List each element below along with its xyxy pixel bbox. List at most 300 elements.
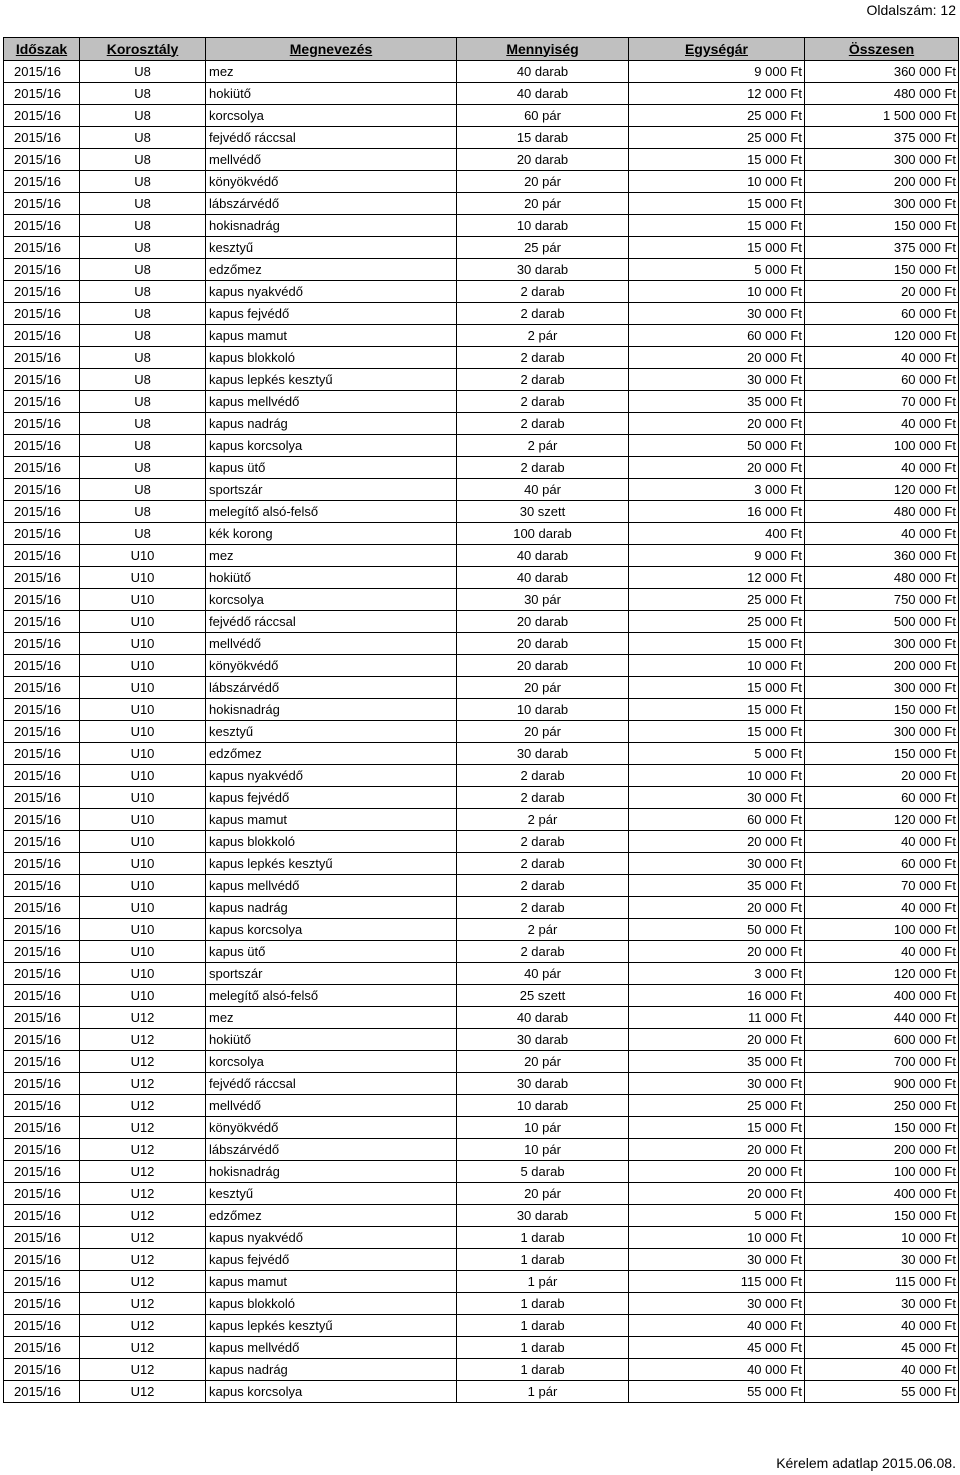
age-group-cell: U12 — [80, 1117, 206, 1139]
unit-price-cell: 20 000 Ft — [629, 1139, 805, 1161]
period-cell: 2015/16 — [4, 963, 80, 985]
table-row — [4, 611, 959, 633]
age-group-cell: U12 — [80, 1095, 206, 1117]
unit-price-cell: 30 000 Ft — [629, 853, 805, 875]
period-cell: 2015/16 — [4, 765, 80, 787]
age-group-cell: U8 — [80, 457, 206, 479]
total-cell: 900 000 Ft — [805, 1073, 959, 1095]
item-name-cell: könyökvédő — [206, 171, 457, 193]
table-row — [4, 325, 959, 347]
unit-price-cell: 30 000 Ft — [629, 1293, 805, 1315]
age-group-cell: U12 — [80, 1073, 206, 1095]
total-cell: 100 000 Ft — [805, 1161, 959, 1183]
total-cell: 400 000 Ft — [805, 985, 959, 1007]
total-cell: 120 000 Ft — [805, 479, 959, 501]
item-name-cell: könyökvédő — [206, 1117, 457, 1139]
header-item-name: Megnevezés — [206, 38, 457, 61]
table-row — [4, 831, 959, 853]
item-name-cell: kapus nyakvédő — [206, 1227, 457, 1249]
age-group-cell: U8 — [80, 193, 206, 215]
unit-price-cell: 25 000 Ft — [629, 127, 805, 149]
age-group-cell: U12 — [80, 1183, 206, 1205]
table-row — [4, 1205, 959, 1227]
item-name-cell: kapus blokkoló — [206, 1293, 457, 1315]
total-cell: 40 000 Ft — [805, 457, 959, 479]
age-group-cell: U10 — [80, 919, 206, 941]
item-name-cell: mellvédő — [206, 1095, 457, 1117]
period-cell: 2015/16 — [4, 83, 80, 105]
age-group-cell: U8 — [80, 215, 206, 237]
period-cell: 2015/16 — [4, 413, 80, 435]
item-name-cell: mellvédő — [206, 633, 457, 655]
header-total: Összesen — [805, 38, 959, 61]
unit-price-cell: 15 000 Ft — [629, 721, 805, 743]
unit-price-cell: 45 000 Ft — [629, 1337, 805, 1359]
total-cell: 150 000 Ft — [805, 1205, 959, 1227]
table-row — [4, 61, 959, 83]
table-header-row — [4, 38, 959, 61]
item-name-cell: lábszárvédő — [206, 193, 457, 215]
quantity-cell: 30 darab — [457, 1073, 629, 1095]
period-cell: 2015/16 — [4, 215, 80, 237]
item-name-cell: kapus lepkés kesztyű — [206, 853, 457, 875]
header-quantity: Mennyiség — [457, 38, 629, 61]
quantity-cell: 40 darab — [457, 545, 629, 567]
item-name-cell: hokiütő — [206, 567, 457, 589]
quantity-cell: 25 pár — [457, 237, 629, 259]
table-row — [4, 1359, 959, 1381]
table-row — [4, 743, 959, 765]
unit-price-cell: 10 000 Ft — [629, 171, 805, 193]
unit-price-cell: 12 000 Ft — [629, 567, 805, 589]
age-group-cell: U8 — [80, 435, 206, 457]
quantity-cell: 30 darab — [457, 1205, 629, 1227]
total-cell: 150 000 Ft — [805, 215, 959, 237]
period-cell: 2015/16 — [4, 677, 80, 699]
total-cell: 300 000 Ft — [805, 677, 959, 699]
unit-price-cell: 9 000 Ft — [629, 61, 805, 83]
item-name-cell: sportszár — [206, 479, 457, 501]
quantity-cell: 2 pár — [457, 325, 629, 347]
unit-price-cell: 40 000 Ft — [629, 1359, 805, 1381]
period-cell: 2015/16 — [4, 193, 80, 215]
item-name-cell: kapus nadrág — [206, 897, 457, 919]
quantity-cell: 2 pár — [457, 809, 629, 831]
item-name-cell: mez — [206, 545, 457, 567]
item-name-cell: kapus mellvédő — [206, 391, 457, 413]
item-name-cell: hokisnadrág — [206, 215, 457, 237]
age-group-cell: U8 — [80, 237, 206, 259]
period-cell: 2015/16 — [4, 1359, 80, 1381]
period-cell: 2015/16 — [4, 1139, 80, 1161]
age-group-cell: U12 — [80, 1205, 206, 1227]
quantity-cell: 40 darab — [457, 83, 629, 105]
age-group-cell: U12 — [80, 1161, 206, 1183]
item-name-cell: kapus mamut — [206, 325, 457, 347]
item-name-cell: fejvédő ráccsal — [206, 1073, 457, 1095]
item-name-cell: lábszárvédő — [206, 1139, 457, 1161]
quantity-cell: 2 darab — [457, 853, 629, 875]
total-cell: 150 000 Ft — [805, 743, 959, 765]
period-cell: 2015/16 — [4, 567, 80, 589]
age-group-cell: U10 — [80, 853, 206, 875]
total-cell: 300 000 Ft — [805, 633, 959, 655]
total-cell: 40 000 Ft — [805, 1315, 959, 1337]
total-cell: 40 000 Ft — [805, 897, 959, 919]
item-name-cell: korcsolya — [206, 105, 457, 127]
unit-price-cell: 20 000 Ft — [629, 831, 805, 853]
age-group-cell: U10 — [80, 963, 206, 985]
period-cell: 2015/16 — [4, 545, 80, 567]
period-cell: 2015/16 — [4, 1007, 80, 1029]
total-cell: 40 000 Ft — [805, 941, 959, 963]
quantity-cell: 15 darab — [457, 127, 629, 149]
unit-price-cell: 20 000 Ft — [629, 1161, 805, 1183]
table-row — [4, 1029, 959, 1051]
item-name-cell: hokiütő — [206, 1029, 457, 1051]
unit-price-cell: 50 000 Ft — [629, 435, 805, 457]
total-cell: 360 000 Ft — [805, 61, 959, 83]
unit-price-cell: 10 000 Ft — [629, 1227, 805, 1249]
period-cell: 2015/16 — [4, 347, 80, 369]
item-name-cell: kapus fejvédő — [206, 303, 457, 325]
table-row — [4, 1293, 959, 1315]
quantity-cell: 2 darab — [457, 787, 629, 809]
table-row — [4, 391, 959, 413]
quantity-cell: 2 pár — [457, 919, 629, 941]
quantity-cell: 10 darab — [457, 215, 629, 237]
unit-price-cell: 15 000 Ft — [629, 677, 805, 699]
period-cell: 2015/16 — [4, 1293, 80, 1315]
quantity-cell: 20 darab — [457, 611, 629, 633]
unit-price-cell: 30 000 Ft — [629, 303, 805, 325]
period-cell: 2015/16 — [4, 1161, 80, 1183]
quantity-cell: 20 pár — [457, 1183, 629, 1205]
table-row — [4, 589, 959, 611]
total-cell: 30 000 Ft — [805, 1249, 959, 1271]
total-cell: 300 000 Ft — [805, 149, 959, 171]
age-group-cell: U8 — [80, 303, 206, 325]
period-cell: 2015/16 — [4, 1183, 80, 1205]
total-cell: 45 000 Ft — [805, 1337, 959, 1359]
total-cell: 70 000 Ft — [805, 875, 959, 897]
item-name-cell: kapus blokkoló — [206, 347, 457, 369]
unit-price-cell: 50 000 Ft — [629, 919, 805, 941]
table-row — [4, 127, 959, 149]
item-name-cell: kapus ütő — [206, 457, 457, 479]
period-cell: 2015/16 — [4, 743, 80, 765]
unit-price-cell: 11 000 Ft — [629, 1007, 805, 1029]
item-name-cell: hokisnadrág — [206, 699, 457, 721]
equipment-table — [3, 37, 959, 1403]
age-group-cell: U8 — [80, 171, 206, 193]
period-cell: 2015/16 — [4, 171, 80, 193]
age-group-cell: U8 — [80, 523, 206, 545]
table-row — [4, 171, 959, 193]
table-row — [4, 1051, 959, 1073]
item-name-cell: kapus fejvédő — [206, 1249, 457, 1271]
total-cell: 100 000 Ft — [805, 435, 959, 457]
unit-price-cell: 30 000 Ft — [629, 1249, 805, 1271]
unit-price-cell: 10 000 Ft — [629, 655, 805, 677]
period-cell: 2015/16 — [4, 721, 80, 743]
table-row — [4, 281, 959, 303]
quantity-cell: 20 pár — [457, 721, 629, 743]
total-cell: 375 000 Ft — [805, 127, 959, 149]
table-row — [4, 699, 959, 721]
table-row — [4, 1271, 959, 1293]
table-row — [4, 1139, 959, 1161]
total-cell: 200 000 Ft — [805, 655, 959, 677]
quantity-cell: 40 darab — [457, 61, 629, 83]
quantity-cell: 20 pár — [457, 677, 629, 699]
table-body — [4, 61, 959, 1403]
unit-price-cell: 20 000 Ft — [629, 413, 805, 435]
total-cell: 60 000 Ft — [805, 369, 959, 391]
period-cell: 2015/16 — [4, 369, 80, 391]
header-unit-price: Egységár — [629, 38, 805, 61]
item-name-cell: kapus nyakvédő — [206, 281, 457, 303]
period-cell: 2015/16 — [4, 919, 80, 941]
quantity-cell: 2 darab — [457, 391, 629, 413]
period-cell: 2015/16 — [4, 435, 80, 457]
total-cell: 20 000 Ft — [805, 281, 959, 303]
table-row — [4, 1161, 959, 1183]
item-name-cell: kapus blokkoló — [206, 831, 457, 853]
quantity-cell: 2 darab — [457, 875, 629, 897]
quantity-cell: 20 pár — [457, 193, 629, 215]
item-name-cell: melegítő alsó-felső — [206, 501, 457, 523]
unit-price-cell: 15 000 Ft — [629, 633, 805, 655]
age-group-cell: U8 — [80, 391, 206, 413]
item-name-cell: kapus korcsolya — [206, 435, 457, 457]
item-name-cell: kapus lepkés kesztyű — [206, 369, 457, 391]
table-row — [4, 985, 959, 1007]
age-group-cell: U12 — [80, 1227, 206, 1249]
table-row — [4, 1073, 959, 1095]
item-name-cell: hokiütő — [206, 83, 457, 105]
item-name-cell: korcsolya — [206, 1051, 457, 1073]
item-name-cell: mez — [206, 61, 457, 83]
item-name-cell: kapus korcsolya — [206, 1381, 457, 1403]
age-group-cell: U12 — [80, 1007, 206, 1029]
quantity-cell: 2 darab — [457, 941, 629, 963]
table-row — [4, 1227, 959, 1249]
item-name-cell: sportszár — [206, 963, 457, 985]
table-row — [4, 1095, 959, 1117]
unit-price-cell: 12 000 Ft — [629, 83, 805, 105]
unit-price-cell: 30 000 Ft — [629, 1073, 805, 1095]
total-cell: 480 000 Ft — [805, 501, 959, 523]
total-cell: 750 000 Ft — [805, 589, 959, 611]
total-cell: 40 000 Ft — [805, 523, 959, 545]
unit-price-cell: 5 000 Ft — [629, 1205, 805, 1227]
period-cell: 2015/16 — [4, 1073, 80, 1095]
quantity-cell: 20 pár — [457, 171, 629, 193]
table-row — [4, 919, 959, 941]
period-cell: 2015/16 — [4, 523, 80, 545]
total-cell: 30 000 Ft — [805, 1293, 959, 1315]
age-group-cell: U10 — [80, 633, 206, 655]
table-row — [4, 809, 959, 831]
table-row — [4, 259, 959, 281]
age-group-cell: U12 — [80, 1029, 206, 1051]
item-name-cell: hokisnadrág — [206, 1161, 457, 1183]
unit-price-cell: 5 000 Ft — [629, 259, 805, 281]
table-row — [4, 303, 959, 325]
age-group-cell: U10 — [80, 611, 206, 633]
item-name-cell: lábszárvédő — [206, 677, 457, 699]
period-cell: 2015/16 — [4, 589, 80, 611]
unit-price-cell: 40 000 Ft — [629, 1315, 805, 1337]
item-name-cell: korcsolya — [206, 589, 457, 611]
unit-price-cell: 15 000 Ft — [629, 1117, 805, 1139]
unit-price-cell: 3 000 Ft — [629, 963, 805, 985]
quantity-cell: 2 darab — [457, 369, 629, 391]
quantity-cell: 1 darab — [457, 1315, 629, 1337]
item-name-cell: kapus mellvédő — [206, 1337, 457, 1359]
unit-price-cell: 25 000 Ft — [629, 1095, 805, 1117]
item-name-cell: kapus mellvédő — [206, 875, 457, 897]
item-name-cell: kapus ütő — [206, 941, 457, 963]
age-group-cell: U12 — [80, 1249, 206, 1271]
period-cell: 2015/16 — [4, 1381, 80, 1403]
quantity-cell: 25 szett — [457, 985, 629, 1007]
quantity-cell: 20 darab — [457, 149, 629, 171]
total-cell: 150 000 Ft — [805, 699, 959, 721]
item-name-cell: kapus fejvédő — [206, 787, 457, 809]
period-cell: 2015/16 — [4, 875, 80, 897]
quantity-cell: 2 darab — [457, 897, 629, 919]
item-name-cell: kesztyű — [206, 721, 457, 743]
age-group-cell: U10 — [80, 941, 206, 963]
period-cell: 2015/16 — [4, 831, 80, 853]
table-row — [4, 721, 959, 743]
period-cell: 2015/16 — [4, 303, 80, 325]
table-row — [4, 655, 959, 677]
table-row — [4, 523, 959, 545]
period-cell: 2015/16 — [4, 633, 80, 655]
quantity-cell: 20 darab — [457, 655, 629, 677]
quantity-cell: 2 darab — [457, 457, 629, 479]
table-row — [4, 479, 959, 501]
total-cell: 440 000 Ft — [805, 1007, 959, 1029]
unit-price-cell: 35 000 Ft — [629, 1051, 805, 1073]
unit-price-cell: 60 000 Ft — [629, 809, 805, 831]
quantity-cell: 40 darab — [457, 567, 629, 589]
table-row — [4, 347, 959, 369]
period-cell: 2015/16 — [4, 1051, 80, 1073]
table-row — [4, 633, 959, 655]
age-group-cell: U10 — [80, 831, 206, 853]
unit-price-cell: 115 000 Ft — [629, 1271, 805, 1293]
total-cell: 600 000 Ft — [805, 1029, 959, 1051]
item-name-cell: kapus nadrág — [206, 1359, 457, 1381]
age-group-cell: U10 — [80, 655, 206, 677]
item-name-cell: kapus mamut — [206, 1271, 457, 1293]
period-cell: 2015/16 — [4, 1029, 80, 1051]
total-cell: 120 000 Ft — [805, 325, 959, 347]
total-cell: 40 000 Ft — [805, 413, 959, 435]
unit-price-cell: 55 000 Ft — [629, 1381, 805, 1403]
quantity-cell: 40 darab — [457, 1007, 629, 1029]
unit-price-cell: 20 000 Ft — [629, 941, 805, 963]
item-name-cell: kapus nyakvédő — [206, 765, 457, 787]
period-cell: 2015/16 — [4, 1249, 80, 1271]
unit-price-cell: 20 000 Ft — [629, 457, 805, 479]
total-cell: 10 000 Ft — [805, 1227, 959, 1249]
quantity-cell: 1 darab — [457, 1227, 629, 1249]
total-cell: 120 000 Ft — [805, 963, 959, 985]
period-cell: 2015/16 — [4, 127, 80, 149]
period-cell: 2015/16 — [4, 325, 80, 347]
unit-price-cell: 15 000 Ft — [629, 193, 805, 215]
unit-price-cell: 20 000 Ft — [629, 897, 805, 919]
unit-price-cell: 35 000 Ft — [629, 391, 805, 413]
period-cell: 2015/16 — [4, 281, 80, 303]
unit-price-cell: 20 000 Ft — [629, 1183, 805, 1205]
period-cell: 2015/16 — [4, 1117, 80, 1139]
quantity-cell: 30 darab — [457, 1029, 629, 1051]
quantity-cell: 40 pár — [457, 963, 629, 985]
total-cell: 360 000 Ft — [805, 545, 959, 567]
table-row — [4, 787, 959, 809]
table-row — [4, 875, 959, 897]
age-group-cell: U10 — [80, 743, 206, 765]
quantity-cell: 2 darab — [457, 347, 629, 369]
age-group-cell: U12 — [80, 1359, 206, 1381]
quantity-cell: 1 pár — [457, 1271, 629, 1293]
quantity-cell: 2 pár — [457, 435, 629, 457]
quantity-cell: 1 darab — [457, 1337, 629, 1359]
total-cell: 480 000 Ft — [805, 567, 959, 589]
unit-price-cell: 25 000 Ft — [629, 105, 805, 127]
total-cell: 150 000 Ft — [805, 1117, 959, 1139]
age-group-cell: U8 — [80, 149, 206, 171]
unit-price-cell: 15 000 Ft — [629, 237, 805, 259]
unit-price-cell: 5 000 Ft — [629, 743, 805, 765]
unit-price-cell: 400 Ft — [629, 523, 805, 545]
quantity-cell: 2 darab — [457, 303, 629, 325]
total-cell: 20 000 Ft — [805, 765, 959, 787]
age-group-cell: U12 — [80, 1293, 206, 1315]
period-cell: 2015/16 — [4, 259, 80, 281]
quantity-cell: 1 darab — [457, 1249, 629, 1271]
total-cell: 250 000 Ft — [805, 1095, 959, 1117]
quantity-cell: 1 darab — [457, 1359, 629, 1381]
age-group-cell: U10 — [80, 875, 206, 897]
table-row — [4, 413, 959, 435]
quantity-cell: 1 pár — [457, 1381, 629, 1403]
unit-price-cell: 25 000 Ft — [629, 589, 805, 611]
quantity-cell: 20 pár — [457, 1051, 629, 1073]
period-cell: 2015/16 — [4, 457, 80, 479]
quantity-cell: 10 pár — [457, 1117, 629, 1139]
age-group-cell: U8 — [80, 325, 206, 347]
item-name-cell: kesztyű — [206, 1183, 457, 1205]
quantity-cell: 30 szett — [457, 501, 629, 523]
item-name-cell: mez — [206, 1007, 457, 1029]
unit-price-cell: 35 000 Ft — [629, 875, 805, 897]
age-group-cell: U8 — [80, 105, 206, 127]
age-group-cell: U10 — [80, 985, 206, 1007]
age-group-cell: U10 — [80, 567, 206, 589]
table-row — [4, 435, 959, 457]
footer-note: Kérelem adatlap 2015.06.08. — [776, 1455, 956, 1471]
total-cell: 70 000 Ft — [805, 391, 959, 413]
age-group-cell: U8 — [80, 61, 206, 83]
quantity-cell: 1 darab — [457, 1293, 629, 1315]
